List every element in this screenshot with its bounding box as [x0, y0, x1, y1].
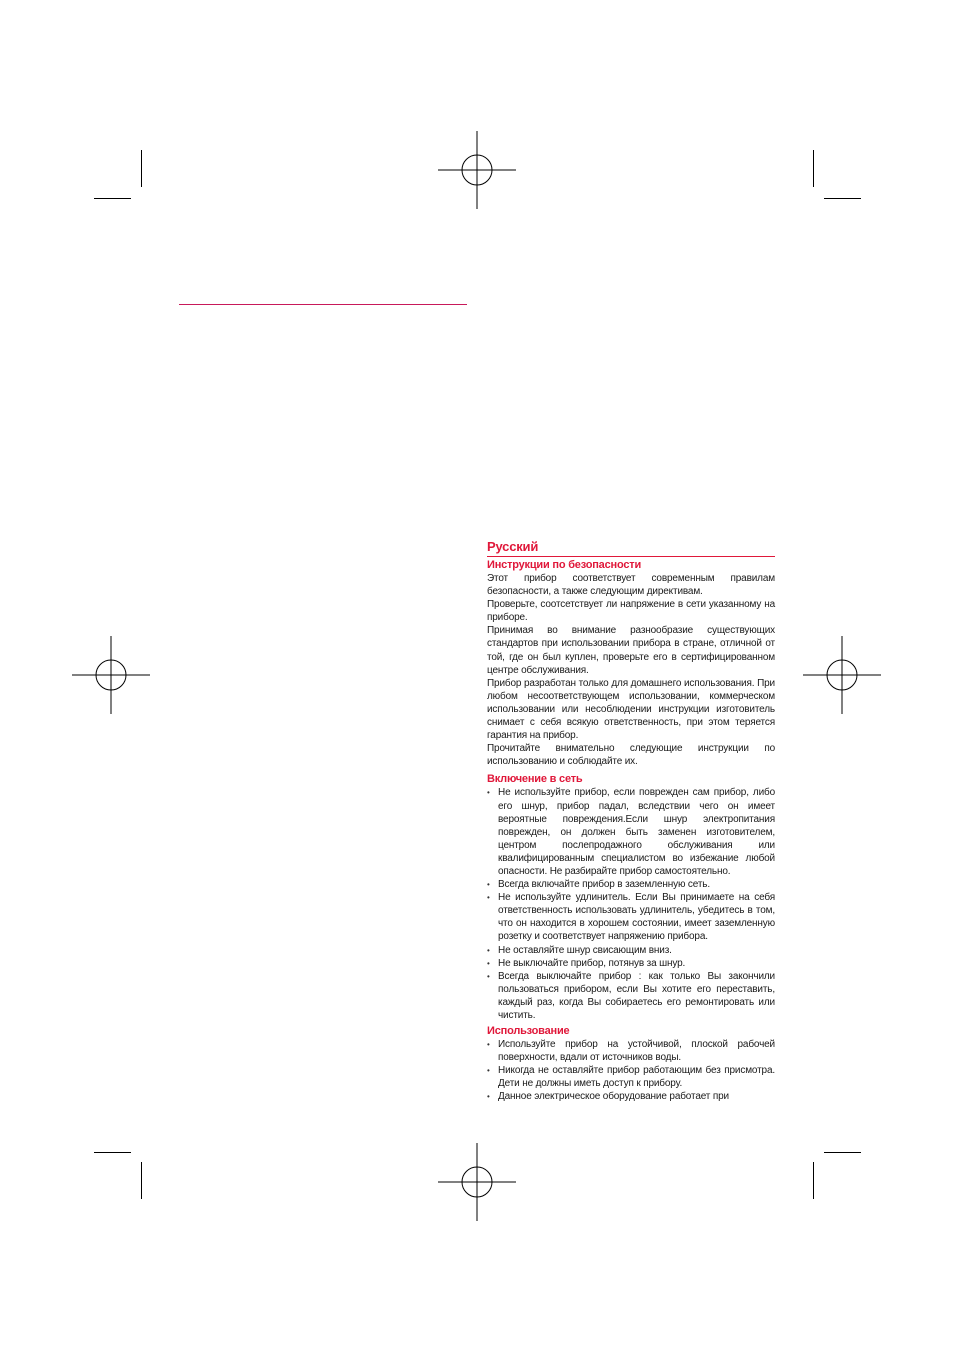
- header-rule: [179, 304, 467, 305]
- list-item: • Всегда выключайте прибор : как только Вы закончили пользоваться прибором, если Вы хотите его переставить, каждый раз, когда Вы собираетесь его ремонтировать или чистить.: [487, 970, 775, 1022]
- language-rule: [487, 556, 775, 557]
- list-item: • Не выключайте прибор, потянув за шнур.: [487, 957, 775, 970]
- power-heading: Включение в сеть: [487, 773, 583, 786]
- text-column: [487, 538, 775, 1104]
- crop-mark-top-right-horizontal: [824, 198, 861, 199]
- safety-paragraph: Этот прибор соответствует современным правилам безопасности, а также следующим директивам.: [487, 573, 775, 598]
- registration-mark-top: [438, 131, 516, 209]
- crop-mark-bottom-left-horizontal: [94, 1152, 131, 1153]
- crop-mark-top-left-horizontal: [94, 198, 131, 199]
- registration-mark-right: [803, 636, 881, 714]
- safety-paragraph: Прочитайте внимательно следующие инструкции по использованию и соблюдайте их.: [487, 743, 775, 768]
- power-list: [487, 786, 775, 1022]
- list-item: • Никогда не оставляйте прибор работающим без присмотра. Дети не должны иметь доступ к прибору.: [487, 1064, 775, 1090]
- usage-heading: Использование: [487, 1025, 570, 1038]
- list-item: • Не используйте удлинитель. Если Вы принимаете на себя ответственность использовать удлинитель, убедитесь в том, что он находится в хорошем состоянии, имеет заземленную розетку и соответствует напряжению прибора.: [487, 891, 775, 943]
- list-item: • Данное электрическое оборудование работает при: [487, 1090, 775, 1103]
- safety-paragraph: Проверьте, соотсетствует ли напряжение в сети указанному на приборе.: [487, 599, 775, 624]
- language-title: Русский: [487, 539, 539, 554]
- registration-mark-left: [72, 636, 150, 714]
- safety-heading: Инструкции по безопасности: [487, 559, 642, 571]
- crop-mark-bottom-right-horizontal: [824, 1152, 861, 1153]
- safety-paragraph: Принимая во внимание разнообразие существующих стандартов при использовании прибора в стране, отличной от той, где он был куплен, проверьте его в сертифицированном центре обслуживания.: [487, 625, 775, 676]
- registration-mark-bottom: [438, 1143, 516, 1221]
- crop-mark-top-left-vertical: [141, 150, 142, 187]
- list-item: • Всегда включайте прибор в заземленную сеть.: [487, 878, 775, 891]
- crop-mark-bottom-right-vertical: [813, 1162, 814, 1199]
- usage-list: [487, 1038, 775, 1103]
- list-item: • Используйте прибор на устойчивой, плоской рабочей поверхности, вдали от источников воды.: [487, 1038, 775, 1064]
- crop-mark-top-right-vertical: [813, 150, 814, 187]
- list-item: • Не оставляйте шнур свисающим вниз.: [487, 944, 775, 957]
- list-item: • Не используйте прибор, если поврежден сам прибор, либо его шнур, прибор падал, вследствии чего он имеет вероятные повреждения.Если шнур электропитания поврежден, он должен быть заменен изготовителем, центром послепродажного обслуживания или квалифицированным специалистом во избежание любой опасности. Не разбирайте прибор самостоятельно.: [487, 786, 775, 878]
- crop-mark-bottom-left-vertical: [141, 1162, 142, 1199]
- safety-paragraph: Прибор разработан только для домашнего использования. При любом несоответствующем использовании, коммерческом использовании или несоблюдении инструкции изготовитель снимает с себя всякую ответственность, при этом теряется гарантия на прибор.: [487, 677, 775, 742]
